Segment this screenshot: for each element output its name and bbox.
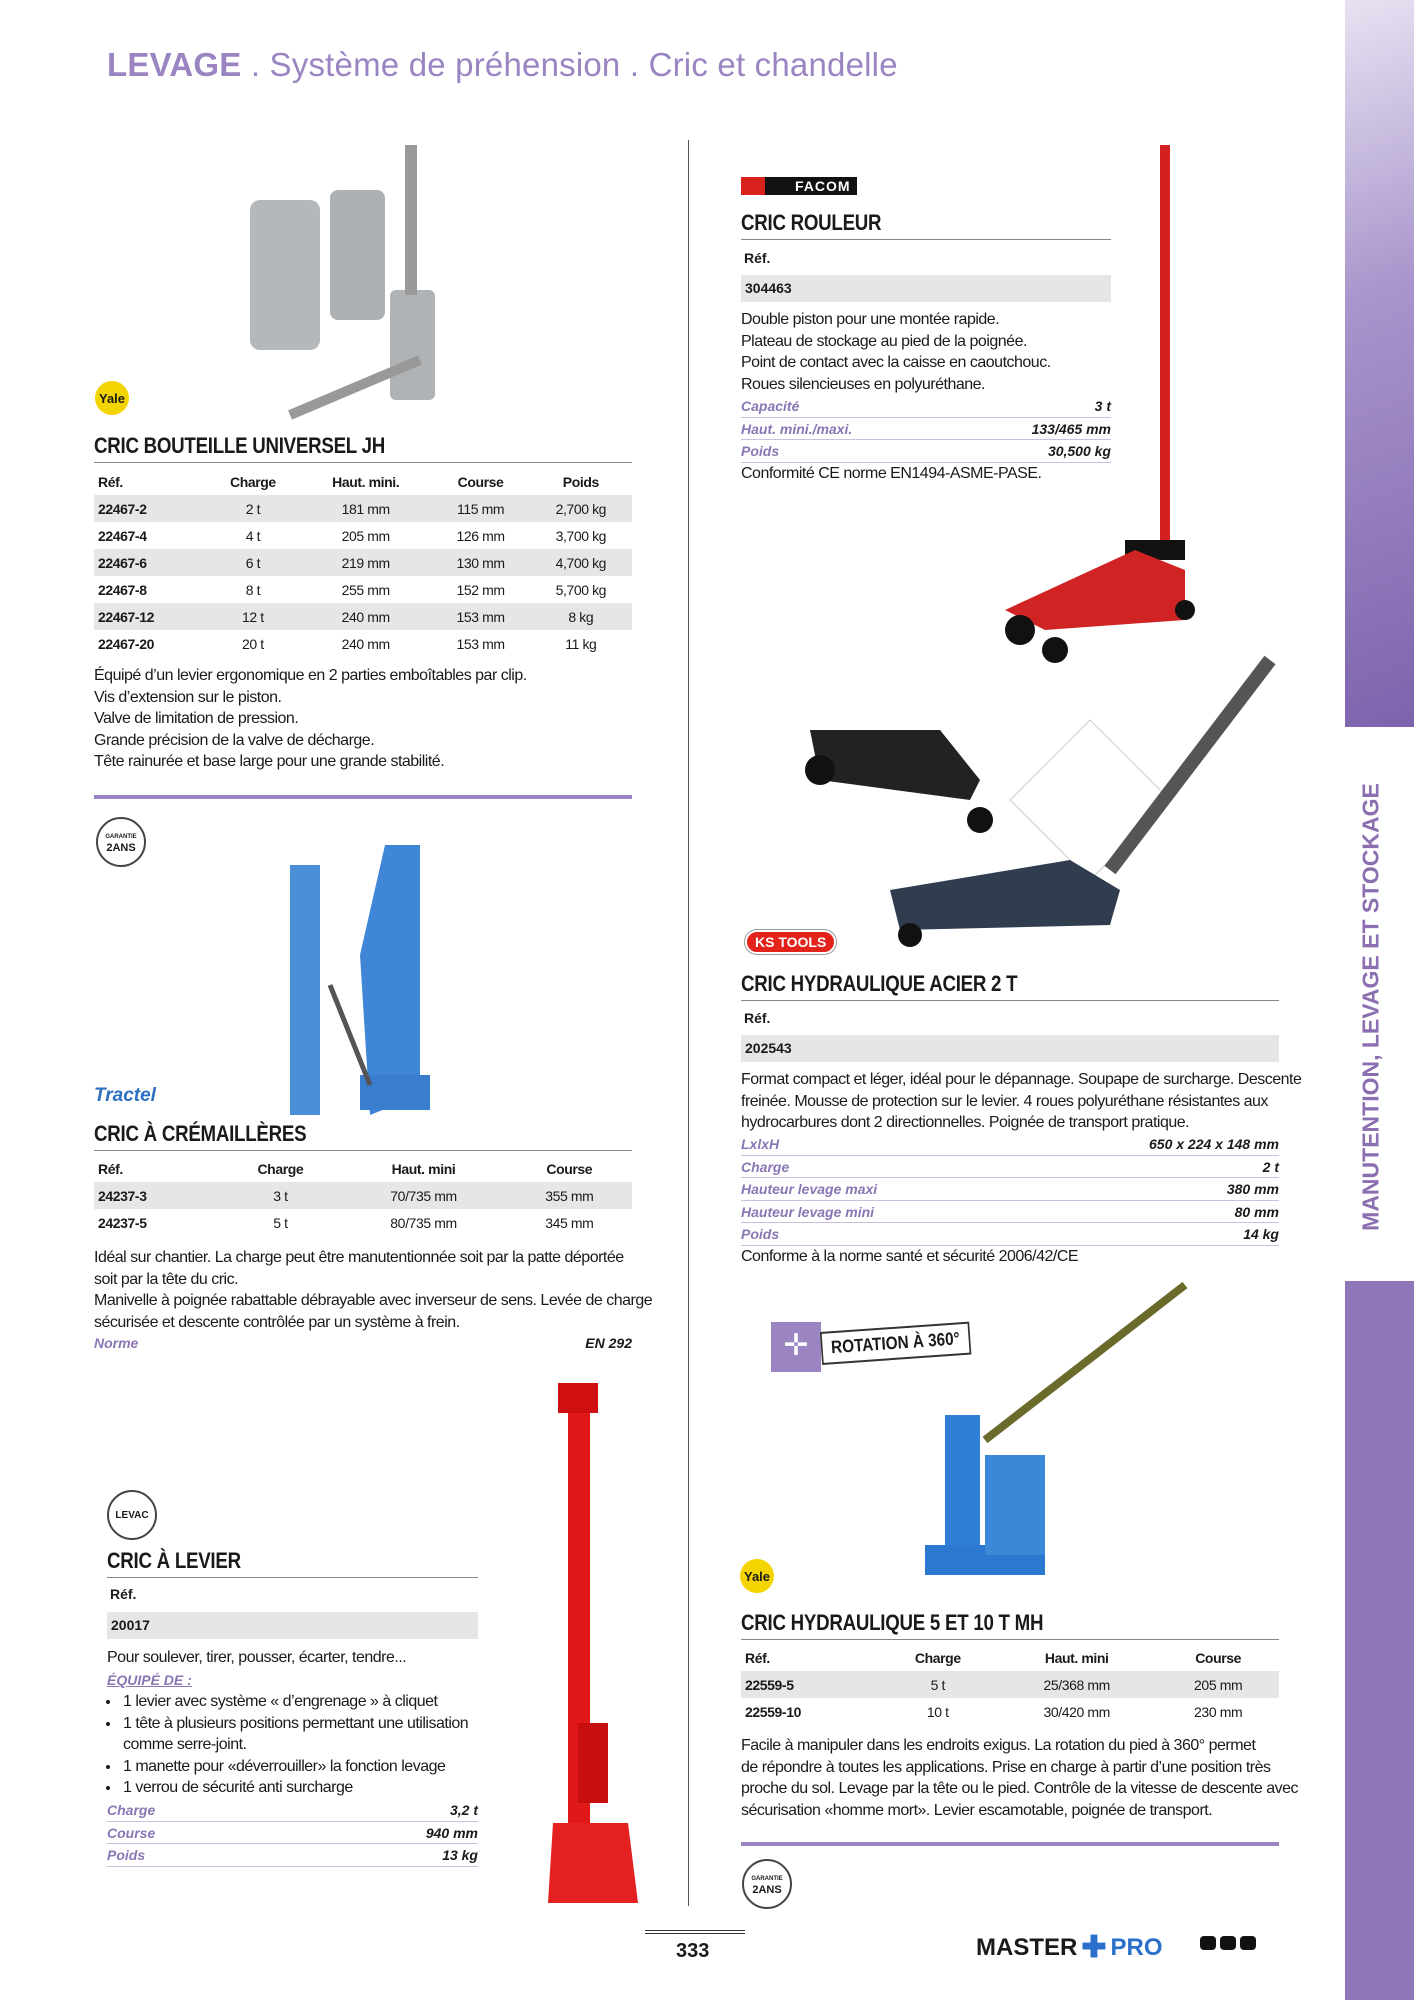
table-cell: 70/735 mm	[390, 1187, 457, 1204]
spec-value: 14 kg	[1243, 1226, 1279, 1242]
table-cell: 6 t	[245, 554, 261, 571]
list-item: • 1 tête à plusieurs positions permettant une utilisation	[121, 1713, 468, 1735]
table-cell: 22467-2	[98, 500, 147, 517]
description-line: hydrocarbures dont 2 directionnelles. Poignée de transport pratique.	[741, 1114, 1190, 1131]
description-line: de répondre à toutes les applications. Prise en charge à partir d’une position très	[741, 1758, 1271, 1776]
levac-logo: LEVAC	[107, 1490, 157, 1540]
ref-value: 202543	[741, 1035, 1279, 1062]
table-cell: 22559-10	[745, 1703, 801, 1720]
table-cell: 22467-6	[98, 554, 147, 571]
table-cell: 205 mm	[1194, 1676, 1243, 1693]
table-cell: 126 mm	[456, 527, 505, 544]
product-description	[741, 1735, 1298, 1821]
yale-logo: Yale	[740, 1559, 774, 1593]
spec-label: Hauteur levage mini	[741, 1203, 875, 1220]
product-note: Conforme à la norme santé et sécurité 2006/42/CE	[741, 1248, 1079, 1265]
table-cell: 355 mm	[545, 1187, 594, 1204]
spec-value: 30,500 kg	[1047, 443, 1111, 459]
table-cell: 5 t	[930, 1676, 945, 1693]
description-line: proche du sol. Levage par la tête ou le pied. Contrôle de la vitesse de descente avec	[741, 1780, 1298, 1797]
col-header: Charge	[229, 473, 276, 490]
col-header: Réf.	[98, 473, 123, 490]
col-header: Haut. mini	[1044, 1649, 1109, 1666]
description-line: Vis d’extension sur le piston.	[94, 688, 282, 706]
product-title: CRIC BOUTEILLE UNIVERSEL JH	[94, 433, 385, 458]
product-note: Conformité CE norme EN1494-ASME-PASE.	[741, 465, 1042, 482]
table-cell: 80/735 mm	[390, 1214, 457, 1231]
col-header: Charge	[914, 1649, 961, 1666]
spec-value: 80 mm	[1234, 1203, 1279, 1220]
sidebar-decoration	[1345, 0, 1414, 727]
table-row	[741, 1671, 1279, 1698]
table-row	[741, 1698, 1279, 1725]
product-intro: Pour soulever, tirer, pousser, écarter, tendre...	[107, 1649, 407, 1666]
description-line: Plateau de stockage au pied de la poignée.	[741, 332, 1027, 350]
table-cell: 181 mm	[341, 500, 390, 517]
table-cell: 22559-5	[745, 1676, 794, 1693]
table-row	[94, 549, 632, 576]
spec-label: Charge	[741, 1158, 790, 1175]
product-title: CRIC HYDRAULIQUE 5 ET 10 T MH	[741, 1610, 1044, 1635]
description-line: Format compact et léger, idéal pour le dépannage. Soupape de surcharge. Descente	[741, 1071, 1302, 1088]
spec-label: Capacité	[741, 398, 800, 414]
col-header: Haut. mini.	[332, 473, 400, 490]
bottle-jack-image	[230, 140, 450, 430]
list-item: • 1 verrou de sécurité anti surcharge	[121, 1777, 468, 1799]
list-item: • 1 manette pour «déverrouiller» la fonction levage	[121, 1756, 468, 1778]
hydraulic-jack-5-10t-image	[905, 1275, 1195, 1590]
product-table	[94, 468, 632, 657]
spec-value: 940 mm	[425, 1824, 478, 1841]
list-item: • 1 levier avec système « d’engrenage » à cliquet	[121, 1691, 468, 1713]
table-cell: 22467-12	[98, 608, 154, 625]
hydraulic-jack-image	[790, 650, 1280, 950]
divider	[741, 1639, 1279, 1640]
description-line: Grande précision de la valve de décharge.	[94, 731, 375, 749]
col-header: Réf.	[745, 1649, 770, 1666]
table-row	[94, 1209, 632, 1236]
col-header: Poids	[562, 473, 599, 490]
section-label: MANUTENTION, LEVAGE ET STOCKAGE	[1357, 783, 1384, 1231]
spec-value: 650 x 224 x 148 mm	[1149, 1136, 1279, 1152]
table-cell: 3,700 kg	[555, 527, 607, 544]
divider	[741, 1000, 1279, 1001]
table-row	[94, 630, 632, 657]
ref-label: Réf.	[744, 250, 771, 266]
product-description	[94, 1247, 652, 1333]
list-item: comme serre-joint.	[123, 1736, 247, 1753]
product-table	[94, 1155, 632, 1236]
spec-row	[741, 1133, 1279, 1156]
table-cell: 3 t	[273, 1187, 288, 1204]
table-cell: 240 mm	[341, 608, 390, 625]
spec-row	[741, 1178, 1279, 1201]
description-line: sécurisation «homme mort». Levier escamotable, poignée de transport.	[741, 1801, 1213, 1819]
tractel-logo: Tractel	[94, 1085, 156, 1106]
spec-label: Haut. mini./maxi.	[741, 420, 853, 437]
spec-value: 2 t	[1262, 1158, 1279, 1175]
table-cell: 230 mm	[1194, 1703, 1243, 1720]
kstools-logo: KS TOOLS	[745, 930, 836, 954]
rack-jack-image	[270, 835, 450, 1125]
page-title: LEVAGE . Système de préhension . Cric et chandelle	[107, 46, 898, 83]
description-line: Équipé d’un levier ergonomique en 2 parties emboîtables par clip.	[94, 667, 527, 684]
description-line: sécurisée et descente contrôlée par un système à frein.	[94, 1313, 460, 1331]
spec-label: Poids	[107, 1847, 146, 1863]
section-divider	[94, 795, 632, 799]
spec-value: 13 kg	[442, 1847, 478, 1863]
description-line: Idéal sur chantier. La charge peut être manutentionnée soit par la patte déportée	[94, 1249, 624, 1266]
table-cell: 5 t	[273, 1214, 288, 1231]
description-line: Manivelle à poignée rabattable débrayable avec inverseur de sens. Levée de charge	[94, 1292, 653, 1309]
facom-logo: FACOM	[741, 177, 857, 195]
spec-value: 133/465 mm	[1031, 420, 1111, 437]
table-cell: 30/420 mm	[1043, 1703, 1110, 1720]
col-header: Course	[1195, 1649, 1242, 1666]
page-number: 333	[676, 1940, 710, 1962]
spec-row	[741, 1223, 1279, 1246]
spec-label: Poids	[741, 443, 780, 459]
table-cell: 205 mm	[341, 527, 390, 544]
description-line: freinée. Mousse de protection sur le levier. 4 roues polyuréthane résistantes aux	[741, 1092, 1268, 1110]
description-line: Valve de limitation de pression.	[94, 710, 299, 727]
description-line: Point de contact avec la caisse en caoutchouc.	[741, 354, 1051, 371]
spec-value: 3 t	[1094, 398, 1111, 414]
table-cell: 22467-8	[98, 581, 147, 598]
col-header: Haut. mini	[391, 1160, 456, 1177]
ref-value: 304463	[741, 275, 1111, 302]
description-line: soit par la tête du cric.	[94, 1270, 239, 1288]
trolley-jack-image	[985, 140, 1200, 665]
table-cell: 4,700 kg	[555, 554, 607, 571]
table-cell: 25/368 mm	[1043, 1676, 1110, 1693]
table-cell: 240 mm	[341, 635, 390, 652]
section-divider	[741, 1842, 1279, 1846]
table-cell: 22467-4	[98, 527, 147, 544]
footer-rule	[645, 1930, 745, 1934]
guarantee-badge: GARANTIE 2ANS	[96, 817, 146, 867]
product-description	[94, 665, 527, 773]
column-divider	[688, 140, 689, 1906]
col-header: Charge	[257, 1160, 304, 1177]
spec-label: Course	[107, 1824, 156, 1841]
table-cell: 2,700 kg	[555, 500, 607, 517]
product-title: CRIC À LEVIER	[107, 1548, 241, 1573]
table-cell: 153 mm	[456, 608, 505, 625]
table-cell: 8 kg	[568, 608, 594, 625]
table-cell: 12 t	[242, 608, 264, 625]
product-title: CRIC HYDRAULIQUE ACIER 2 T	[741, 971, 1018, 996]
product-description	[741, 1069, 1301, 1134]
spec-row	[741, 1156, 1279, 1179]
table-row	[94, 495, 632, 522]
table-cell: 153 mm	[456, 635, 505, 652]
spec-label: LxlxH	[741, 1136, 780, 1152]
spec-value: 380 mm	[1226, 1181, 1279, 1197]
table-cell: 11 kg	[565, 635, 597, 652]
spec-value: 3,2 t	[449, 1802, 478, 1818]
guarantee-badge: GARANTIE 2ANS	[742, 1859, 792, 1909]
yale-logo: Yale	[95, 381, 129, 415]
ref-label: Réf.	[110, 1586, 137, 1602]
decorative-dots	[1200, 1936, 1256, 1950]
product-table	[741, 1644, 1279, 1725]
equip-heading: ÉQUIPÉ DE :	[107, 1672, 192, 1688]
table-cell: 20 t	[242, 635, 264, 652]
spec-row	[741, 1201, 1279, 1224]
spec-label: Charge	[107, 1802, 156, 1818]
ref-value: 20017	[107, 1612, 478, 1639]
table-row	[94, 1182, 632, 1209]
table-cell: 5,700 kg	[555, 581, 607, 598]
table-row	[94, 576, 632, 603]
table-cell: 255 mm	[341, 581, 390, 598]
masterpro-logo: MASTER ✚ PRO	[976, 1931, 1163, 1964]
feature-list	[107, 1691, 468, 1799]
description-line: Facile à manipuler dans les endroits exigus. La rotation du pied à 360° permet	[741, 1737, 1256, 1754]
spec-row	[107, 1799, 478, 1822]
product-title: CRIC ROULEUR	[741, 210, 882, 235]
col-header: Course	[457, 473, 504, 490]
divider	[107, 1577, 478, 1578]
spec-list	[741, 1133, 1279, 1246]
table-cell: 10 t	[926, 1703, 949, 1720]
rotation-icon: ✛	[771, 1322, 821, 1372]
table-row	[94, 522, 632, 549]
rotation-badge: ROTATION À 360°	[820, 1322, 971, 1365]
spec-label: Poids	[741, 1226, 780, 1242]
divider	[94, 1150, 632, 1151]
sidebar-tab	[1345, 1281, 1414, 2000]
product-title: CRIC À CRÉMAILLÈRES	[94, 1121, 307, 1146]
table-cell: 345 mm	[545, 1214, 594, 1231]
lever-jack-image	[548, 1383, 643, 1908]
description-line: Roues silencieuses en polyuréthane.	[741, 375, 985, 393]
spec-row: Norme EN 292	[94, 1335, 632, 1351]
spec-list	[107, 1799, 478, 1867]
divider	[94, 462, 632, 463]
table-cell: 24237-5	[98, 1214, 147, 1231]
table-cell: 4 t	[245, 527, 261, 544]
col-header: Réf.	[98, 1160, 123, 1177]
table-cell: 130 mm	[456, 554, 505, 571]
table-cell: 8 t	[245, 581, 261, 598]
table-cell: 2 t	[245, 500, 261, 517]
col-header: Course	[546, 1160, 593, 1177]
table-cell: 22467-20	[98, 635, 154, 652]
table-cell: 152 mm	[456, 581, 505, 598]
spec-row	[107, 1822, 478, 1845]
description-line: Double piston pour une montée rapide.	[741, 311, 1000, 328]
spec-label: Hauteur levage maxi	[741, 1181, 878, 1197]
ref-label: Réf.	[744, 1010, 771, 1026]
table-cell: 24237-3	[98, 1187, 147, 1204]
table-cell: 115 mm	[456, 500, 505, 517]
spec-row	[107, 1844, 478, 1867]
table-cell: 219 mm	[341, 554, 390, 571]
description-line: Tête rainurée et base large pour une grande stabilité.	[94, 753, 445, 770]
table-row	[94, 603, 632, 630]
